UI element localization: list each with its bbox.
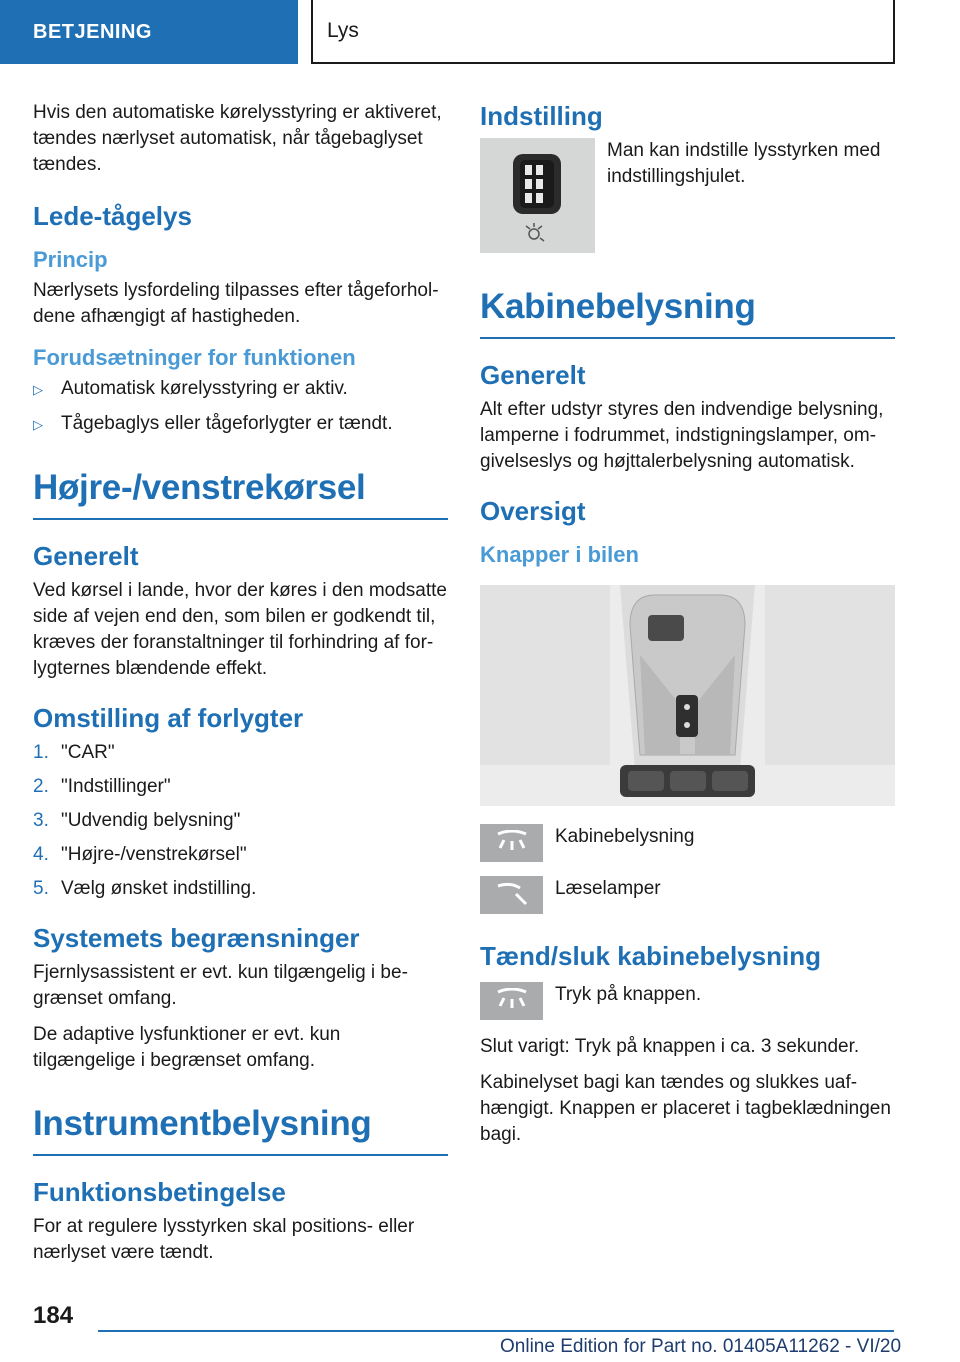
condition-paragraph: For at regulere lysstyrken skal positions- eller nærlyset være tændt. bbox=[33, 1216, 415, 1263]
requirements-list bbox=[33, 376, 448, 438]
header-section-tab bbox=[0, 0, 298, 64]
list-item: ▷ Tågebaglys eller tågeforlygter er tændt. bbox=[33, 411, 448, 438]
buttons-heading: Knapper i bilen bbox=[480, 542, 639, 567]
triangle-bullet-icon: ▷ bbox=[33, 382, 43, 397]
steps-list bbox=[33, 740, 448, 902]
cabin-lighting-heading: Kabinebelysning bbox=[480, 287, 895, 339]
principle-paragraph: Nærlysets lysfordeling tilpasses efter tågeforholdene afhængigt af hastigheden. bbox=[33, 280, 439, 327]
setting-paragraph: Man kan indstille lysstyrken med indstillingshjulet. bbox=[607, 140, 881, 187]
footer-edition: Online Edition for Part no. 01405A11262 - VI/20 bbox=[500, 1336, 902, 1357]
header-topic-label: Lys bbox=[327, 19, 359, 42]
toggle-paragraph: Tryk på knappen. bbox=[555, 984, 702, 1005]
cabin-general-heading: Generelt bbox=[480, 360, 586, 390]
overview-heading: Oversigt bbox=[480, 496, 586, 526]
footer-divider bbox=[98, 1330, 894, 1332]
setting-row bbox=[480, 138, 895, 253]
setting-heading: Indstilling bbox=[480, 101, 603, 131]
requirements-heading: Forudsætninger for funktionen bbox=[33, 345, 356, 370]
list-item: 1. "CAR" bbox=[33, 742, 115, 763]
fog-heading: Lede-tågelys bbox=[33, 201, 192, 231]
list-item: 3. "Udvendig belysning" bbox=[33, 810, 241, 831]
triangle-bullet-icon: ▷ bbox=[33, 417, 43, 432]
overhead-console-photo bbox=[480, 585, 895, 806]
reading-lamp-label: Læselamper bbox=[555, 878, 661, 899]
cabin-general-paragraph: Alt efter udstyr styres den indvendige belysning, lamperne i fodrummet, indstigningslamper, omgivelseslys og højttalerbelysning automatisk. bbox=[480, 399, 884, 472]
traffic-general-paragraph: Ved kørsel i lande, hvor der køres i den modsatte side af vejen end den, som bilen er godkendt til, kræves der foranstaltninger til forhindring af forlygternes blændende effekt. bbox=[33, 580, 447, 679]
reading-lamp-legend bbox=[480, 876, 895, 914]
principle-heading: Princip bbox=[33, 247, 108, 272]
cabin-light-label: Kabinebelysning bbox=[555, 826, 695, 847]
thumbwheel-image bbox=[480, 138, 595, 253]
page-number: 184 bbox=[33, 1302, 74, 1329]
list-item: 5. Vælg ønsket indstilling. bbox=[33, 878, 257, 899]
list-item: 2. "Indstillinger" bbox=[33, 776, 171, 797]
traffic-side-heading: Højre-/venstrekørsel bbox=[33, 468, 448, 520]
intro-paragraph: Hvis den automatiske kørelysstyring er aktiveret, tændes nærlyset automatisk, når tågebaglyset tændes. bbox=[33, 102, 442, 175]
rear-paragraph: Kabinelyset bagi kan tændes og slukkes uafhængigt. Knappen er placeret i tagbeklædningen bagi. bbox=[480, 1072, 891, 1145]
cabin-light-icon bbox=[480, 824, 543, 862]
headlight-switch-heading: Omstilling af forlygter bbox=[33, 703, 304, 733]
left-column bbox=[33, 100, 448, 1276]
reading-lamp-icon bbox=[480, 876, 543, 914]
toggle-row bbox=[480, 982, 895, 1020]
list-item: ▷ Automatisk kørelysstyring er aktiv. bbox=[33, 376, 448, 403]
header-section-label: BETJENING bbox=[33, 20, 152, 43]
limits-paragraph-2: De adaptive lysfunktioner er evt. kun tilgængelige i begrænset omfang. bbox=[33, 1024, 341, 1071]
header-topic-box bbox=[311, 0, 895, 64]
traffic-general-heading: Generelt bbox=[33, 541, 139, 571]
condition-heading: Funktionsbetingelse bbox=[33, 1177, 286, 1207]
cabin-light-button-icon bbox=[480, 982, 543, 1020]
instrument-lighting-heading: Instrumentbelysning bbox=[33, 1104, 448, 1156]
toggle-heading: Tænd/sluk kabinebelysning bbox=[480, 941, 821, 971]
right-column bbox=[480, 100, 895, 1158]
cabin-lighting-legend bbox=[480, 824, 895, 862]
list-item: 4. "Højre-/venstrekørsel" bbox=[33, 844, 247, 865]
hold-paragraph: Slut varigt: Tryk på knappen i ca. 3 sekunder. bbox=[480, 1036, 860, 1057]
limits-paragraph-1: Fjernlysassistent er evt. kun tilgængelig i begrænset omfang. bbox=[33, 962, 408, 1009]
limits-heading: Systemets begrænsninger bbox=[33, 923, 360, 953]
